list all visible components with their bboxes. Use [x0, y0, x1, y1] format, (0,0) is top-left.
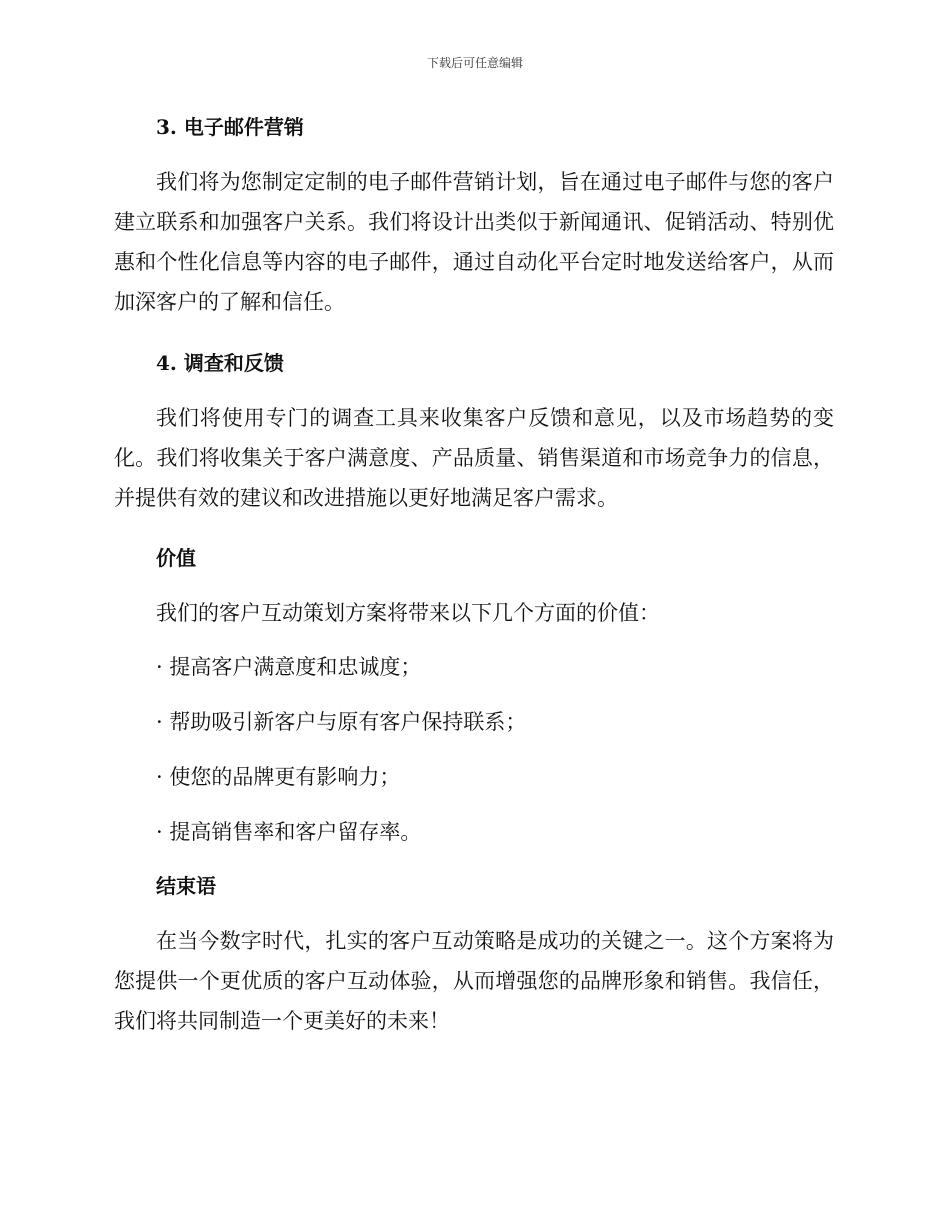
page-header: 下载后可任意编辑 — [426, 56, 523, 70]
section-title-conclusion: 结束语 — [156, 874, 216, 898]
section-title-survey-feedback: 4. 调查和反馈 — [156, 351, 284, 375]
list-item: · 帮助吸引新客户与原有客户保持联系； — [156, 710, 527, 734]
list-item: · 提高销售率和客户留存率。 — [156, 820, 422, 844]
paragraph-conclusion: 在当今数字时代，扎实的客户互动策略是成功的关键之一。这个方案将为您提供一个更优质的客户互动体验，从而增强您的品牌形象和销售。我信任，我们将共同制造一个更美好的未来！ — [114, 929, 834, 1033]
paragraph-email-marketing: 我们将为您制定定制的电子邮件营销计划，旨在通过电子邮件与您的客户建立联系和加强客户关系。我们将设计出类似于新闻通讯、促销活动、特别优惠和个性化信息等内容的电子邮件，通过自动化平台定时地发送给客户，从而加深客户的了解和信任。 — [114, 170, 834, 314]
section-title-email-marketing: 3. 电子邮件营销 — [156, 115, 304, 139]
list-item: · 使您的品牌更有影响力； — [156, 765, 401, 789]
paragraph-value-intro: 我们的客户互动策划方案将带来以下几个方面的价值： — [156, 601, 660, 625]
list-item: · 提高客户满意度和忠诚度； — [156, 655, 422, 679]
paragraph-survey-feedback: 我们将使用专门的调查工具来收集客户反馈和意见，以及市场趋势的变化。我们将收集关于客户满意度、产品质量、销售渠道和市场竞争力的信息，并提供有效的建议和改进措施以更好地满足客户需求。 — [114, 406, 834, 510]
section-title-value: 价值 — [156, 546, 196, 570]
